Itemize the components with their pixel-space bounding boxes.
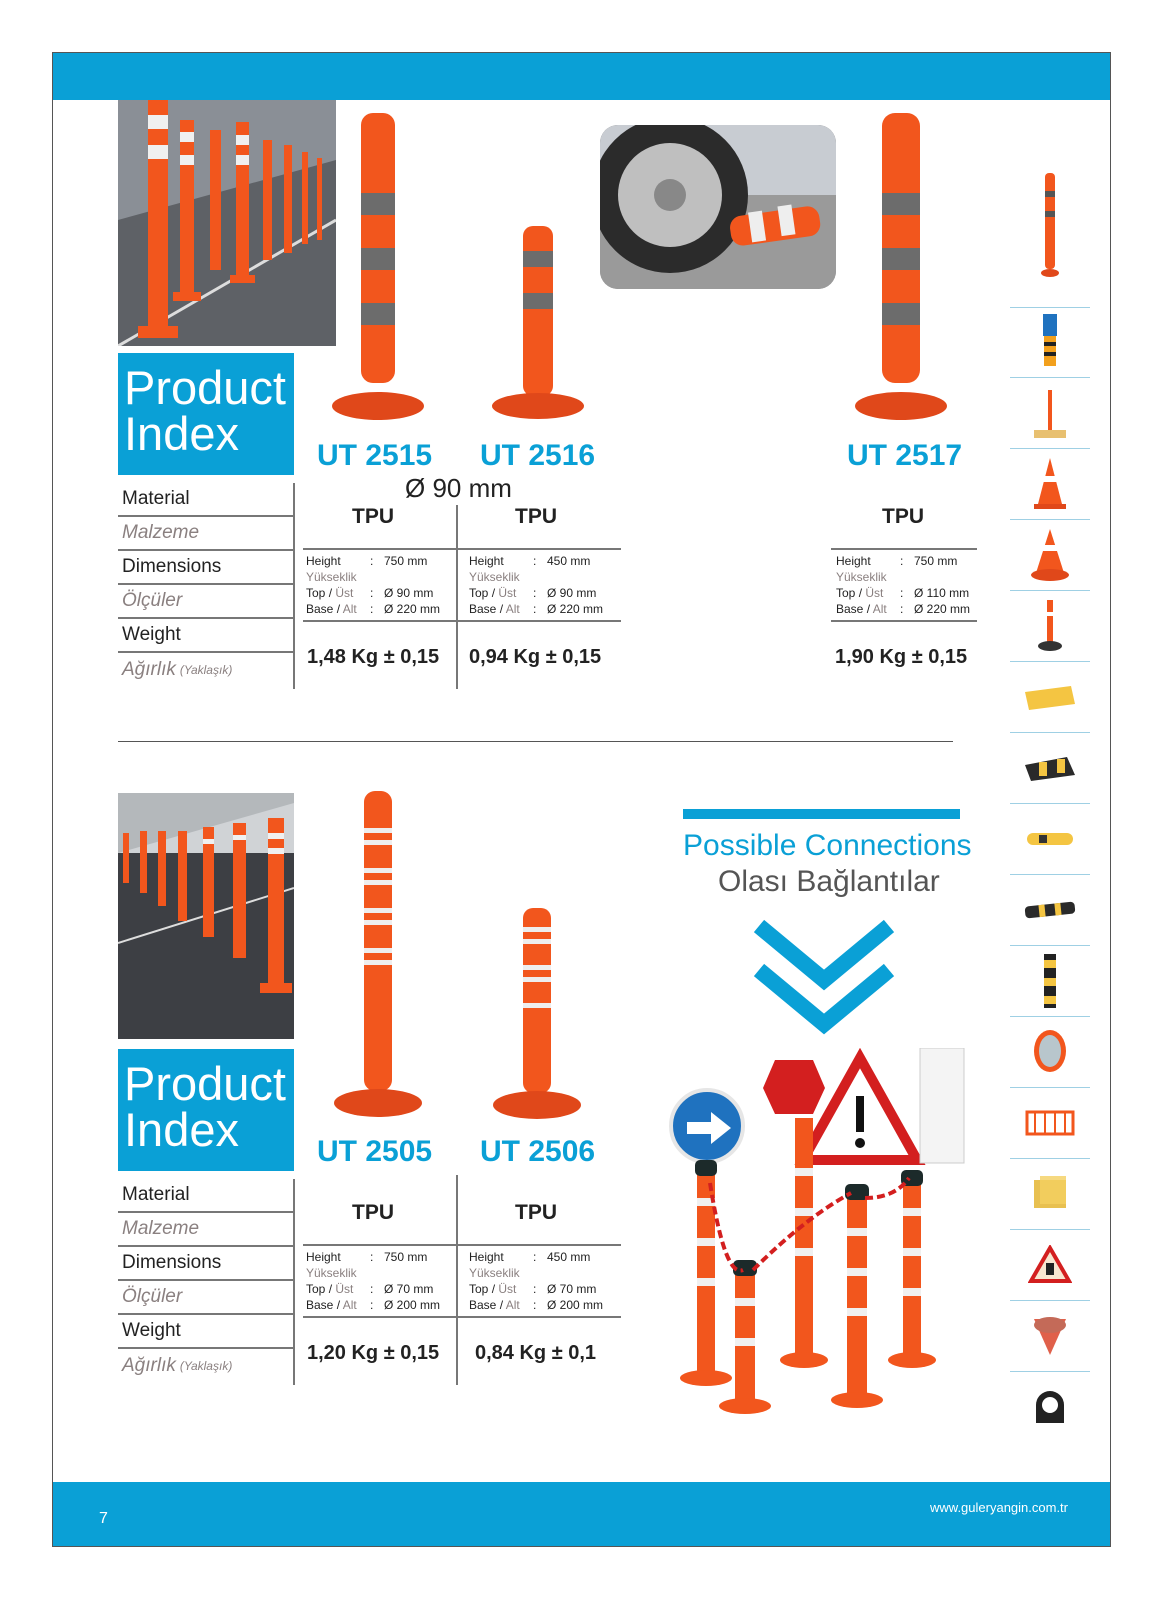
material-ut2505: TPU xyxy=(352,1201,394,1224)
label-malzeme: Malzeme xyxy=(118,517,294,551)
bollard-row-photo xyxy=(118,100,336,346)
connections-subtitle: Olası Bağlantılar xyxy=(718,865,940,898)
spec-ut2517: Height : 750 mm Yükseklik Top / Üst : Ø 110 mm Base / Alt : Ø 220 mm xyxy=(836,554,971,616)
bollard-ut2516-image xyxy=(483,223,593,423)
weight-ut2517: 1,90 Kg ± 0,15 xyxy=(835,646,968,668)
product-code-ut2506: UT 2506 xyxy=(480,1135,596,1168)
label-material: Material xyxy=(118,1179,294,1213)
bollard-ut2505-image xyxy=(328,788,428,1123)
label-column xyxy=(118,1179,294,1383)
weight-ut2516: 0,94 Kg ± 0,15 xyxy=(469,646,602,668)
thumb-post-cap[interactable] xyxy=(1010,1372,1090,1442)
label-olculer: Ölçüler xyxy=(118,1281,294,1315)
spec-ut2506: Height : 450 mm Yükseklik Top / Üst : Ø 70 mm Base / Alt : Ø 200 mm xyxy=(469,1250,604,1312)
label-agirlik: Ağırlık (Yaklaşık) xyxy=(122,1355,233,1376)
thumb-tactile-tile[interactable] xyxy=(1010,1159,1090,1230)
footer-bar xyxy=(53,1482,1110,1546)
bollard-ut2517-image xyxy=(846,108,956,423)
website-link[interactable]: www.guleryangin.com.tr xyxy=(930,1500,1068,1515)
road-bollards-photo xyxy=(118,793,294,1039)
product-code-ut2517: UT 2517 xyxy=(847,439,963,472)
material-ut2516: TPU xyxy=(515,505,557,528)
weight-ut2505: 1,20 Kg ± 0,15 xyxy=(307,1342,440,1364)
label-dimensions: Dimensions xyxy=(118,1247,294,1281)
label-olculer: Ölçüler xyxy=(118,585,294,619)
material-ut2506: TPU xyxy=(515,1201,557,1224)
weight-ut2506: 0,84 Kg ± 0,1 xyxy=(475,1342,597,1364)
thumb-barrier[interactable] xyxy=(1010,1088,1090,1159)
label-material: Material xyxy=(118,483,294,517)
product-index-box xyxy=(118,353,294,475)
page-number: 7 xyxy=(99,1510,108,1527)
label-weight: Weight xyxy=(118,619,294,653)
table-divider xyxy=(303,1244,621,1246)
thumb-speed-bump-black[interactable] xyxy=(1010,733,1090,804)
label-weight: Weight xyxy=(118,1315,294,1349)
label-column xyxy=(118,483,294,687)
thumb-sign-post[interactable] xyxy=(1010,307,1090,378)
spec-ut2505: Height : 750 mm Yükseklik Top / Üst : Ø 70 mm Base / Alt : Ø 200 mm xyxy=(306,1250,441,1312)
thumb-dome-mirror[interactable] xyxy=(1010,1301,1090,1372)
material-ut2517: TPU xyxy=(882,505,924,528)
product-index-title: Product Index xyxy=(124,1057,286,1156)
table-divider xyxy=(303,1316,621,1318)
spec-ut2515: Height : 750 mm Yükseklik Top / Üst : Ø 90 mm Base / Alt : Ø 220 mm xyxy=(306,554,441,616)
thumb-bollard-small[interactable] xyxy=(1010,591,1090,662)
tire-bollard-photo xyxy=(600,125,836,289)
product-code-ut2515: UT 2515 xyxy=(317,439,433,472)
header-bar xyxy=(53,53,1110,100)
thumb-wheel-stop[interactable] xyxy=(1010,875,1090,946)
label-malzeme: Malzeme xyxy=(118,1213,294,1247)
thumb-roadwork-sign[interactable] xyxy=(1010,1230,1090,1301)
product-index-box xyxy=(118,1049,294,1171)
table-divider xyxy=(303,620,621,622)
label-dimensions: Dimensions xyxy=(118,551,294,585)
product-code-ut2505: UT 2505 xyxy=(317,1135,433,1168)
weight-ut2515: 1,48 Kg ± 0,15 xyxy=(307,646,440,668)
product-index-title: Product Index xyxy=(124,361,286,460)
thumb-traffic-cone[interactable] xyxy=(1010,449,1090,520)
bollard-ut2506-image xyxy=(487,905,587,1125)
thumb-flexible-post[interactable] xyxy=(1010,378,1090,449)
table-divider xyxy=(831,548,977,550)
page-frame xyxy=(52,52,1111,1547)
bollard-ut2515-image xyxy=(323,108,433,423)
thumb-bollard[interactable] xyxy=(1010,145,1090,308)
thumb-corner-guard[interactable] xyxy=(1010,946,1090,1017)
label-agirlik: Ağırlık (Yaklaşık) xyxy=(122,659,233,680)
product-code-ut2516: UT 2516 xyxy=(480,439,596,472)
connections-illustration xyxy=(665,1048,965,1448)
thumb-cone-large[interactable] xyxy=(1010,520,1090,591)
table-divider xyxy=(456,505,458,689)
diameter-note: Ø 90 mm xyxy=(405,473,512,503)
thumb-convex-mirror[interactable] xyxy=(1010,1017,1090,1088)
chevron-down-icon xyxy=(751,918,897,1038)
section-divider xyxy=(118,741,953,742)
connections-bar xyxy=(683,809,960,819)
connections-title: Possible Connections xyxy=(683,829,972,862)
table-divider xyxy=(303,548,621,550)
thumb-speed-bump-yellow[interactable] xyxy=(1010,662,1090,733)
spec-ut2516: Height : 450 mm Yükseklik Top / Üst : Ø 90 mm Base / Alt : Ø 220 mm xyxy=(469,554,604,616)
table-divider xyxy=(831,620,977,622)
material-ut2515: TPU xyxy=(352,505,394,528)
thumb-parking-stop[interactable] xyxy=(1010,804,1090,875)
